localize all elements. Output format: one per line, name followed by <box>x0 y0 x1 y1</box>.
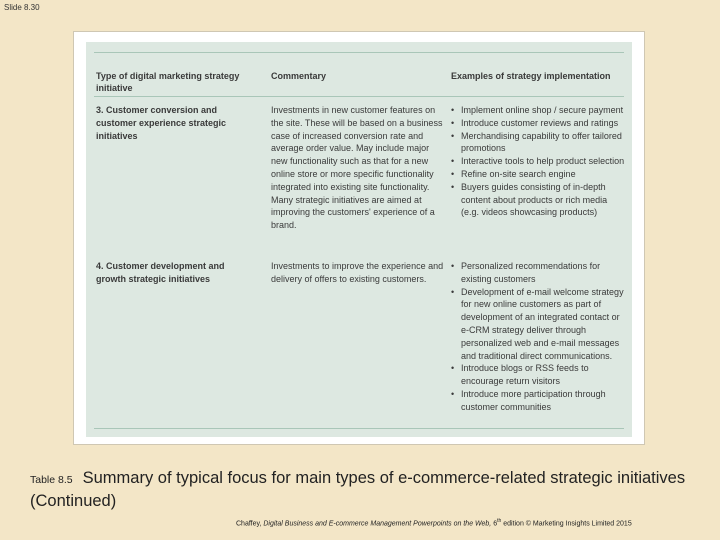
list-item: • Introduce customer reviews and ratings <box>451 117 626 130</box>
footer-edition-suffix: th <box>497 518 502 524</box>
list-item: • Refine on-site search engine <box>451 168 626 181</box>
strategy-table <box>86 42 632 437</box>
footer-book-title: Digital Business and E-commerce Management Powerpoints on the Web, <box>263 520 492 528</box>
header-rule <box>94 96 624 97</box>
row-4-type: 4. Customer development and growth strategic initiatives <box>96 261 225 284</box>
list-item: • Introduce more participation through customer communities <box>451 388 626 414</box>
list-item: • Implement online shop / secure payment <box>451 104 626 117</box>
table-number: Table 8.5 <box>30 474 73 486</box>
row-3-examples <box>451 104 626 219</box>
row-3-type: 3. Customer conversion and customer experience strategic initiatives <box>96 105 227 141</box>
header-type: Type of digital marketing strategy initiative <box>96 71 240 93</box>
table-bottom-rule <box>94 428 624 429</box>
table-caption <box>30 468 710 512</box>
list-item: • Merchandising capability to offer tailored promotions <box>451 130 626 156</box>
row-4-examples <box>451 260 626 414</box>
list-item: • Introduce blogs or RSS feeds to encourage return visitors <box>451 362 626 388</box>
slide-number: Slide 8.30 <box>4 3 40 12</box>
row-3-commentary: Investments in new customer features on the site. These will be based on a business case of increased conversion rate and average order value. May include major new functionality such as that for a new online store or more specific functionality integrated into existing site functionality. Many strategic initiatives are aimed at improving the customers' experience of a brand. <box>271 105 443 231</box>
table-top-rule <box>94 52 624 53</box>
list-item: • Personalized recommendations for existing customers <box>451 260 626 286</box>
footer-edition: 6 <box>491 520 498 528</box>
footer-author: Chaffey, <box>236 520 264 528</box>
list-item: • Buyers guides consisting of in-depth content about products or rich media (e.g. videos showcasing products) <box>451 181 626 219</box>
list-item: • Interactive tools to help product selection <box>451 155 626 168</box>
copyright-footer <box>236 518 632 527</box>
header-examples: Examples of strategy implementation <box>451 71 611 81</box>
header-commentary: Commentary <box>271 71 327 81</box>
list-item: • Development of e-mail welcome strategy for new online customers as part of development of an integrated contact or e-CRM strategy deliver through personalized web and e-mail messages and traditional direct communications. <box>451 286 626 363</box>
caption-text: Summary of typical focus for main types of e-commerce-related strategic initiatives (Continued) <box>30 469 686 510</box>
footer-rest: edition © Marketing Insights Limited 2015 <box>501 520 632 528</box>
table-image <box>73 31 645 445</box>
row-4-commentary: Investments to improve the experience and delivery of offers to existing customers. <box>271 261 444 284</box>
